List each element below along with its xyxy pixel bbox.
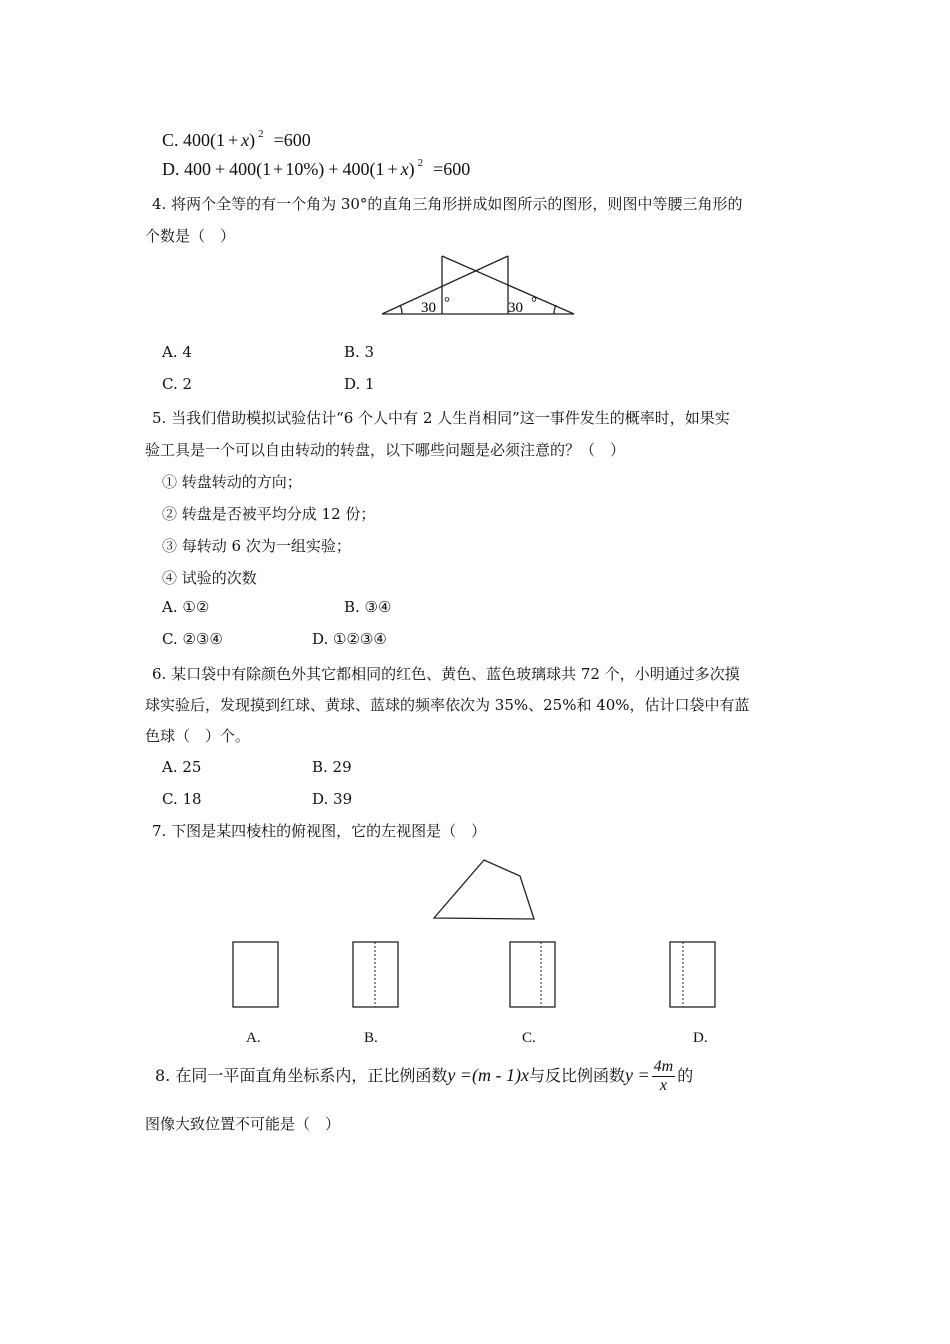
q7-option-a-figure[interactable] xyxy=(230,940,280,1010)
q8-stem-line1 xyxy=(155,1055,693,1096)
q5-option-a[interactable]: A. ①② xyxy=(162,598,210,616)
q5-item-4: ④ 试验的次数 xyxy=(162,569,257,587)
q3-d-term: 400(1 xyxy=(229,159,272,179)
q6-option-b[interactable]: B. 29 xyxy=(312,758,352,776)
q5-item-2: ② 转盘是否被平均分成 12 份； xyxy=(162,505,376,523)
q5-option-d[interactable]: D. ①②③④ xyxy=(312,630,387,648)
q7-top-view xyxy=(430,856,540,926)
q3-d-prefix: D. 400 xyxy=(162,159,211,179)
q3-d-exp: 2 xyxy=(417,157,424,169)
q4-option-c[interactable]: C. 2 xyxy=(162,375,193,393)
q3-d-rhs: =600 xyxy=(433,159,471,179)
q5-stem-line1: 5. 当我们借助模拟试验估计“6 个人中有 2 人生肖相同”这一事件发生的概率时，如果实 xyxy=(152,409,730,427)
q7-label-b: B. xyxy=(364,1030,378,1046)
q3-d-plus: + xyxy=(387,159,398,179)
q6-option-c[interactable]: C. 18 xyxy=(162,790,202,808)
q7-label-a: A. xyxy=(246,1030,261,1046)
q6-stem-line2: 球实验后，发现摸到红球、黄球、蓝球的频率依次为 35%、25%和 40%，估计口袋中有蓝 xyxy=(145,696,750,714)
q3-d-x: x xyxy=(400,159,409,179)
q4-option-a[interactable]: A. 4 xyxy=(162,343,192,361)
q5-option-c[interactable]: C. ②③④ xyxy=(162,630,223,648)
q7-label-d: D. xyxy=(693,1030,708,1046)
q3-c-prefix: C. 400(1 xyxy=(162,130,225,150)
q4-triangle-figure xyxy=(378,252,578,322)
q8-direct-function: y =(m - 1)x xyxy=(447,1065,529,1085)
figure-right-angle-arc xyxy=(554,305,556,314)
q8-prefix: 8. 在同一平面直角坐标系内，正比例函数 xyxy=(155,1066,448,1085)
q3-c-rhs: =600 xyxy=(273,130,311,150)
q8-fraction-denominator: x xyxy=(659,1077,667,1094)
q8-suffix: 的 xyxy=(677,1066,694,1085)
q3-c-plus: + xyxy=(228,130,239,150)
q7-stem: 7. 下图是某四棱柱的俯视图，它的左视图是（ ） xyxy=(152,822,487,840)
q5-item-3: ③ 每转动 6 次为一组实验； xyxy=(162,537,351,555)
q6-option-a[interactable]: A. 25 xyxy=(162,758,202,776)
q3-c-close: ) xyxy=(249,130,256,150)
q3-option-c xyxy=(162,128,311,151)
q3-d-term: 10%) xyxy=(285,159,325,179)
q3-d-plus: + xyxy=(215,159,226,179)
q6-option-d[interactable]: D. 39 xyxy=(312,790,353,808)
q5-option-b[interactable]: B. ③④ xyxy=(344,598,392,616)
q3-option-d xyxy=(162,157,470,180)
q4-stem-line1: 4. 将两个全等的有一个角为 30°的直角三角形拼成如图所示的图形，则图中等腰三角形的 xyxy=(152,195,743,213)
q5-item-1: ① 转盘转动的方向； xyxy=(162,473,302,491)
q4-option-b[interactable]: B. 3 xyxy=(344,343,375,361)
q8-middle: 与反比例函数 xyxy=(528,1066,625,1085)
q3-d-plus: + xyxy=(328,159,339,179)
q3-c-x: x xyxy=(241,130,250,150)
q6-stem-line1: 6. 某口袋中有除颜色外其它都相同的红色、黄色、蓝色玻璃球共 72 个，小明通过多次摸 xyxy=(152,665,740,683)
q7-label-c: C. xyxy=(522,1030,536,1046)
q8-fraction xyxy=(652,1058,676,1095)
q8-stem-line2: 图像大致位置不可能是（ ） xyxy=(145,1115,341,1133)
figure-left-degree: ° xyxy=(444,295,450,311)
q6-stem-line3: 色球（ ）个。 xyxy=(145,727,251,745)
q7-option-b-figure[interactable] xyxy=(350,940,400,1010)
q3-d-plus: + xyxy=(273,159,284,179)
q3-d-term: 400(1 xyxy=(342,159,385,179)
q4-option-d[interactable]: D. 1 xyxy=(344,375,375,393)
q8-fraction-numerator: 4m xyxy=(653,1058,674,1075)
figure-right-angle-label: 30 xyxy=(508,300,523,316)
q7-option-d-figure[interactable] xyxy=(667,940,717,1010)
figure-right-degree: ° xyxy=(531,295,537,311)
q7-option-c-figure[interactable] xyxy=(507,940,557,1010)
q3-d-close: ) xyxy=(408,159,415,179)
figure-left-angle-label: 30 xyxy=(421,300,436,316)
q4-stem-line2: 个数是（ ） xyxy=(145,227,236,245)
q8-inverse-lhs: y = xyxy=(624,1065,650,1085)
figure-left-angle-arc xyxy=(400,305,402,314)
q3-c-exp: 2 xyxy=(258,128,264,140)
q5-stem-line2: 验工具是一个可以自由转动的转盘，以下哪些问题是必须注意的？（ ） xyxy=(145,441,626,459)
